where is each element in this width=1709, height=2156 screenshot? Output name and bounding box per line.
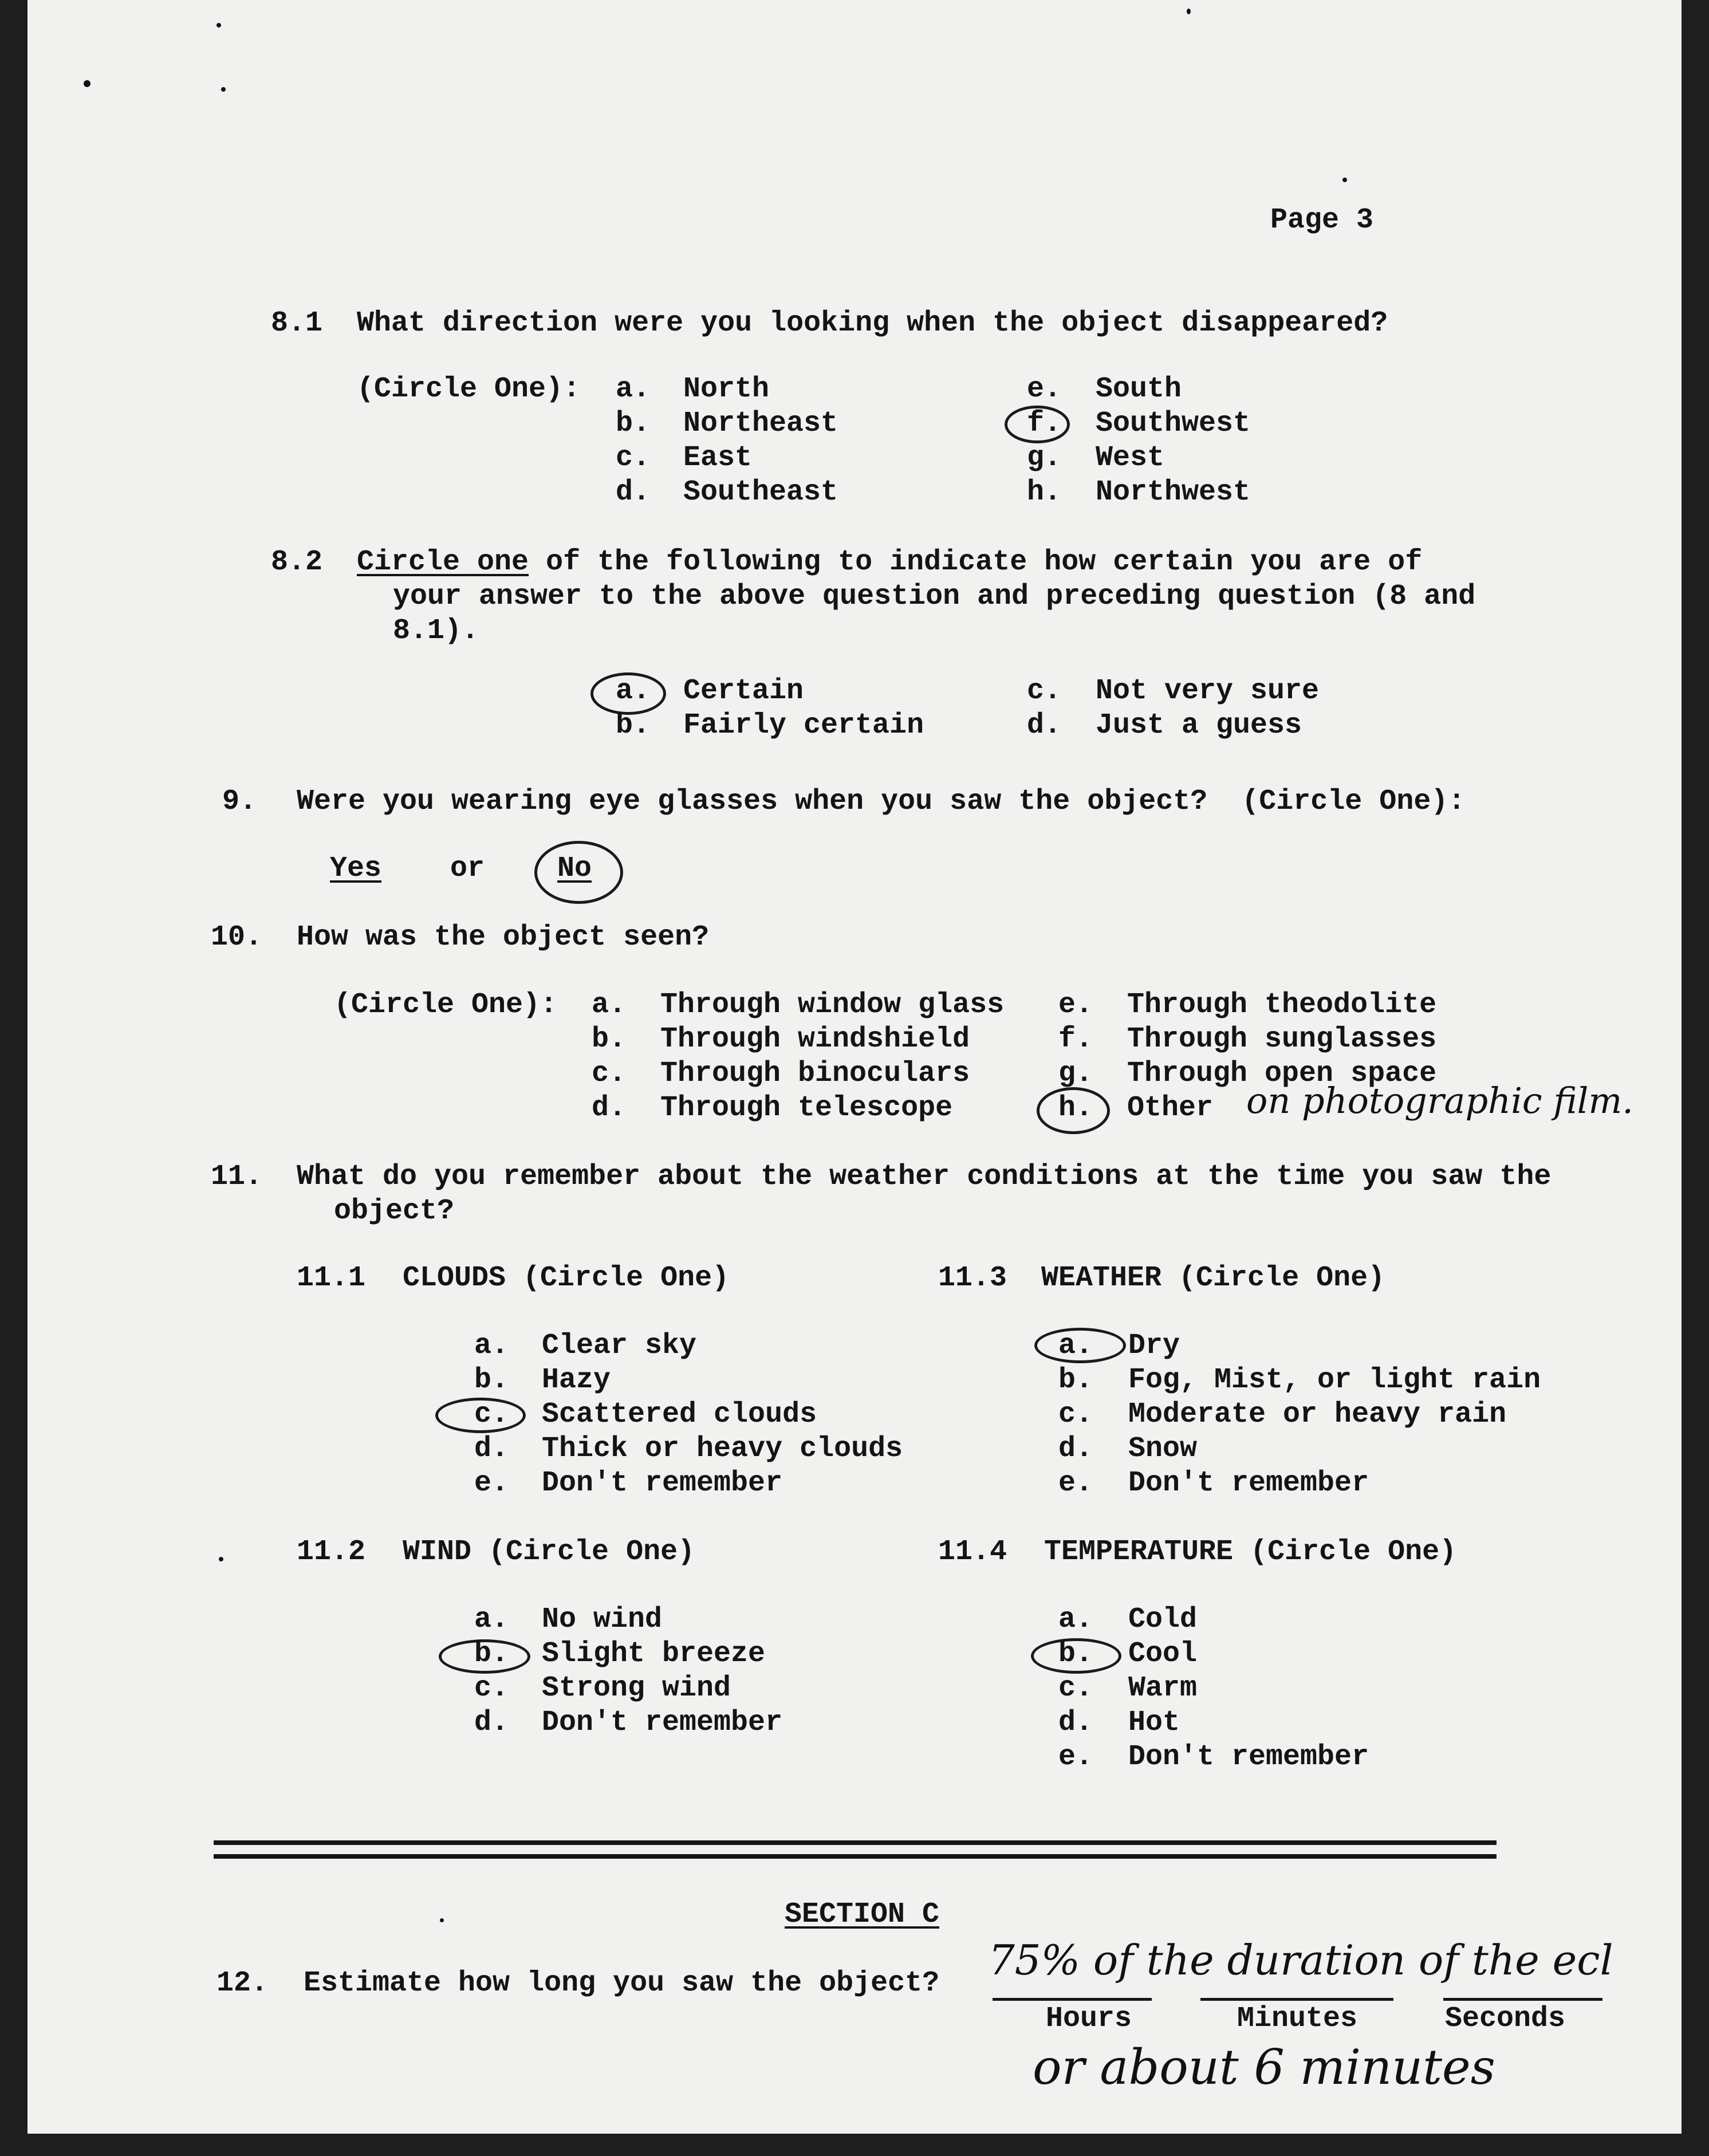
- q11-4-option-c-text[interactable]: Warm: [1128, 1672, 1198, 1705]
- q8-2-underlined-lead: Circle one: [357, 546, 529, 579]
- q8-1-option-f-letter[interactable]: f.: [1027, 407, 1062, 440]
- q11-question-line2: object?: [334, 1195, 455, 1227]
- q10-option-b-text[interactable]: Through windshield: [660, 1023, 970, 1056]
- q8-1-option-h-letter[interactable]: h.: [1027, 476, 1062, 509]
- q11-4-option-d-text[interactable]: Hot: [1128, 1706, 1180, 1739]
- scan-speck: [219, 1557, 223, 1561]
- q11-3-option-b-letter[interactable]: b.: [1058, 1364, 1093, 1396]
- q8-2-option-a-text[interactable]: Certain: [683, 675, 804, 707]
- q8-2-option-a-letter[interactable]: a.: [616, 675, 651, 707]
- q11-3-option-c-text[interactable]: Moderate or heavy rain: [1128, 1398, 1507, 1431]
- q11-4-option-c-letter[interactable]: c.: [1058, 1672, 1093, 1705]
- q8-1-option-g-text[interactable]: West: [1096, 442, 1165, 474]
- q11-2-option-c-text[interactable]: Strong wind: [542, 1672, 731, 1705]
- q10-option-g-text[interactable]: Through open space: [1127, 1057, 1437, 1090]
- q8-1-number: 8.1: [271, 307, 323, 340]
- q11-1-option-e-letter[interactable]: e.: [474, 1467, 509, 1500]
- scan-speck: [1187, 9, 1191, 14]
- q8-2-option-c-letter[interactable]: c.: [1027, 675, 1062, 707]
- q8-1-option-h-text[interactable]: Northwest: [1096, 476, 1251, 509]
- q11-1-number: 11.1: [297, 1262, 366, 1295]
- q11-4-option-a-letter[interactable]: a.: [1058, 1603, 1093, 1636]
- q10-instruction: (Circle One):: [334, 989, 558, 1021]
- q11-1-option-d-letter[interactable]: d.: [474, 1433, 509, 1465]
- q11-4-option-e-text[interactable]: Don't remember: [1128, 1741, 1369, 1773]
- q12-handwritten-answer-line2: or about 6 minutes: [1033, 2039, 1495, 2095]
- q10-option-a-letter[interactable]: a.: [592, 989, 627, 1021]
- q11-2-number: 11.2: [297, 1536, 366, 1568]
- q9-question: Were you wearing eye glasses when you saw the object? (Circle One):: [297, 785, 1466, 818]
- q11-3-option-d-text[interactable]: Snow: [1128, 1433, 1198, 1465]
- q10-option-f-letter[interactable]: f.: [1058, 1023, 1093, 1056]
- q11-2-option-c-letter[interactable]: c.: [474, 1672, 509, 1705]
- seconds-blank-line: [1443, 1998, 1602, 2001]
- q11-1-option-a-letter[interactable]: a.: [474, 1329, 509, 1362]
- q8-1-option-e-letter[interactable]: e.: [1027, 373, 1062, 406]
- q10-option-d-letter[interactable]: d.: [592, 1092, 627, 1124]
- scan-speck: [221, 87, 226, 92]
- q8-1-option-c-letter[interactable]: c.: [616, 442, 651, 474]
- q11-3-option-b-text[interactable]: Fog, Mist, or light rain: [1128, 1364, 1541, 1396]
- q11-3-title: WEATHER (Circle One): [1041, 1262, 1385, 1295]
- q11-4-option-b-letter[interactable]: b.: [1058, 1638, 1093, 1670]
- q8-2-line3: 8.1).: [393, 615, 479, 647]
- q11-2-option-d-letter[interactable]: d.: [474, 1706, 509, 1739]
- q9-no-option[interactable]: No: [557, 852, 592, 885]
- q10-option-h-text[interactable]: Other: [1127, 1092, 1214, 1124]
- q11-1-option-b-text[interactable]: Hazy: [542, 1364, 611, 1396]
- q8-1-option-g-letter[interactable]: g.: [1027, 442, 1062, 474]
- q11-1-option-d-text[interactable]: Thick or heavy clouds: [542, 1433, 903, 1465]
- q11-1-option-c-letter[interactable]: c.: [474, 1398, 509, 1431]
- hours-label: Hours: [1046, 2002, 1132, 2035]
- q8-1-option-d-text[interactable]: Southeast: [683, 476, 838, 509]
- minutes-label: Minutes: [1237, 2002, 1358, 2035]
- q10-handwritten-other: on photographic film.: [1246, 1080, 1634, 1122]
- q11-1-title: CLOUDS (Circle One): [403, 1262, 730, 1295]
- q10-question: How was the object seen?: [297, 921, 710, 954]
- q12-number: 12.: [216, 1967, 269, 2000]
- q8-1-option-a-text[interactable]: North: [683, 373, 770, 406]
- q8-1-option-b-text[interactable]: Northeast: [683, 407, 838, 440]
- q8-2-line2: your answer to the above question and preceding question (8 and: [393, 580, 1476, 613]
- scan-speck: [216, 23, 221, 27]
- q12-handwritten-answer-line1: 75% of the duration of the ecl: [989, 1936, 1613, 1984]
- q11-4-option-e-letter[interactable]: e.: [1058, 1741, 1093, 1773]
- scan-speck: [440, 1918, 444, 1922]
- q11-1-option-c-text[interactable]: Scattered clouds: [542, 1398, 817, 1431]
- q11-3-option-e-text[interactable]: Don't remember: [1128, 1467, 1369, 1500]
- q10-option-b-letter[interactable]: b.: [592, 1023, 627, 1056]
- q8-1-option-b-letter[interactable]: b.: [616, 407, 651, 440]
- q11-3-option-a-letter[interactable]: a.: [1058, 1329, 1093, 1362]
- q8-2-option-d-text[interactable]: Just a guess: [1096, 709, 1302, 742]
- seconds-label: Seconds: [1445, 2002, 1566, 2035]
- q11-4-number: 11.4: [938, 1536, 1007, 1568]
- q10-option-a-text[interactable]: Through window glass: [660, 989, 1005, 1021]
- q8-1-option-e-text[interactable]: South: [1096, 373, 1182, 406]
- q11-1-option-e-text[interactable]: Don't remember: [542, 1467, 783, 1500]
- q11-1-option-b-letter[interactable]: b.: [474, 1364, 509, 1396]
- q11-2-option-a-text[interactable]: No wind: [542, 1603, 663, 1636]
- form-page: [27, 0, 1682, 2134]
- q12-question: Estimate how long you saw the object?: [304, 1967, 940, 2000]
- q11-3-number: 11.3: [938, 1262, 1007, 1295]
- q8-1-option-f-text[interactable]: Southwest: [1096, 407, 1251, 440]
- q8-1-option-a-letter[interactable]: a.: [616, 373, 651, 406]
- q9-or-text: or: [450, 852, 485, 885]
- q10-option-e-letter[interactable]: e.: [1058, 989, 1093, 1021]
- q11-question-line1: What do you remember about the weather conditions at the time you saw the: [297, 1160, 1552, 1193]
- q11-3-option-a-text[interactable]: Dry: [1128, 1329, 1180, 1362]
- hours-blank-line: [993, 1998, 1152, 2001]
- q11-number: 11.: [211, 1160, 263, 1193]
- q10-number: 10.: [211, 921, 263, 954]
- section-c-title: SECTION C: [785, 1898, 940, 1931]
- q11-2-option-b-letter[interactable]: b.: [474, 1638, 509, 1670]
- q11-4-option-b-text[interactable]: Cool: [1128, 1638, 1198, 1670]
- q8-1-question: What direction were you looking when the object disappeared?: [357, 307, 1388, 340]
- q10-option-e-text[interactable]: Through theodolite: [1127, 989, 1437, 1021]
- q8-2-number: 8.2: [271, 546, 323, 579]
- q11-3-option-c-letter[interactable]: c.: [1058, 1398, 1093, 1431]
- q8-2-option-b-letter[interactable]: b.: [616, 709, 651, 742]
- scan-speck: [1342, 178, 1347, 182]
- q11-3-option-e-letter[interactable]: e.: [1058, 1467, 1093, 1500]
- q8-1-instruction: (Circle One):: [357, 373, 581, 406]
- q8-2-option-d-letter[interactable]: d.: [1027, 709, 1062, 742]
- page-number: Page 3: [1270, 204, 1374, 237]
- q8-1-option-d-letter[interactable]: d.: [616, 476, 651, 509]
- scan-speck: [84, 80, 90, 87]
- q10-option-c-text[interactable]: Through binoculars: [660, 1057, 970, 1090]
- q11-2-option-d-text[interactable]: Don't remember: [542, 1706, 783, 1739]
- q10-option-c-letter[interactable]: c.: [592, 1057, 627, 1090]
- q11-4-title: TEMPERATURE (Circle One): [1044, 1536, 1457, 1568]
- q8-2-option-b-text[interactable]: Fairly certain: [683, 709, 924, 742]
- q9-yes-option[interactable]: Yes: [330, 852, 382, 885]
- q9-number: 9.: [222, 785, 257, 818]
- q10-option-h-letter[interactable]: h.: [1058, 1092, 1093, 1124]
- q11-4-option-a-text[interactable]: Cold: [1128, 1603, 1198, 1636]
- q11-4-option-d-letter[interactable]: d.: [1058, 1706, 1093, 1739]
- q10-option-g-letter[interactable]: g.: [1058, 1057, 1093, 1090]
- q8-2-option-c-text[interactable]: Not very sure: [1096, 675, 1320, 707]
- section-divider-bottom: [214, 1854, 1497, 1859]
- q10-option-d-text[interactable]: Through telescope: [660, 1092, 953, 1124]
- q11-2-option-a-letter[interactable]: a.: [474, 1603, 509, 1636]
- minutes-blank-line: [1200, 1998, 1393, 2001]
- q10-option-f-text[interactable]: Through sunglasses: [1127, 1023, 1437, 1056]
- q8-2-line1: [357, 545, 1422, 580]
- q11-2-option-b-text[interactable]: Slight breeze: [542, 1638, 766, 1670]
- q11-2-title: WIND (Circle One): [403, 1536, 695, 1568]
- q8-1-option-c-text[interactable]: East: [683, 442, 753, 474]
- q11-1-option-a-text[interactable]: Clear sky: [542, 1329, 697, 1362]
- section-divider-top: [214, 1840, 1497, 1845]
- q11-3-option-d-letter[interactable]: d.: [1058, 1433, 1093, 1465]
- q8-2-line1-text: of the following to indicate how certain you are of: [529, 546, 1423, 579]
